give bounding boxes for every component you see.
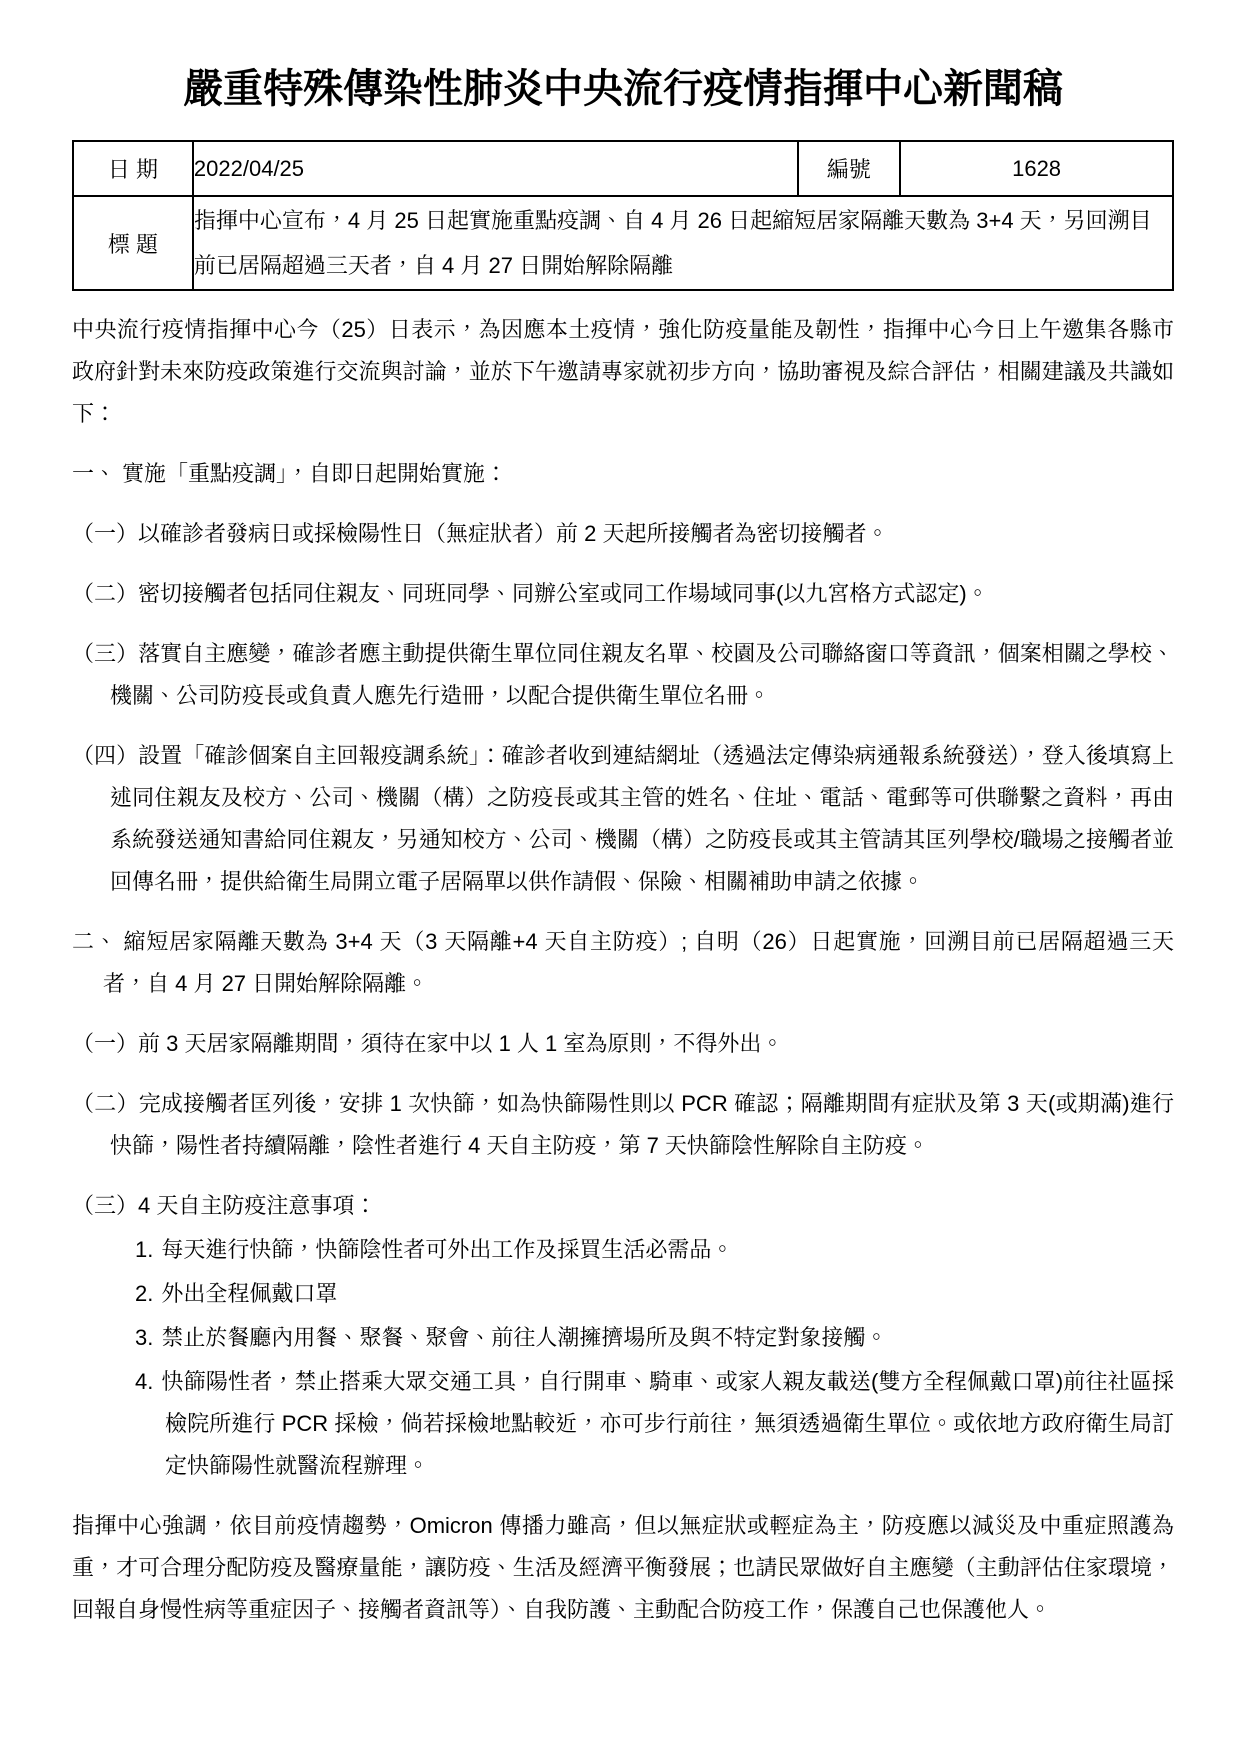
subject-value: 指揮中心宣布，4 月 25 日起實施重點疫調、自 4 月 26 日起縮短居家隔離天數為 3+4 天，另回溯目前已居隔超過三天者，自 4 月 27 日開始解除隔離 bbox=[193, 196, 1173, 290]
subject-label: 標 題 bbox=[73, 196, 193, 290]
item-text: 4 天自主防疫注意事項： bbox=[138, 1193, 377, 1218]
section-2-text: 縮短居家隔離天數為 3+4 天（3 天隔離+4 天自主防疫）; 自明（26）日起實施，回溯目前已居隔超過三天者，自 4 月 27 日開始解除隔離。 bbox=[103, 929, 1174, 996]
number-value: 1628 bbox=[900, 141, 1173, 196]
list-item-2 bbox=[135, 1273, 1174, 1315]
number-label: 編號 bbox=[798, 141, 900, 196]
section-1-marker: 一、 bbox=[72, 461, 117, 486]
list-item-4 bbox=[135, 1361, 1174, 1487]
list-item-text: 禁止於餐廳內用餐、聚餐、聚會、前往人潮擁擠場所及與不特定對象接觸。 bbox=[161, 1325, 888, 1350]
list-item-3 bbox=[135, 1317, 1174, 1359]
section-2-item-2 bbox=[72, 1083, 1174, 1167]
item-marker: （四） bbox=[72, 743, 139, 768]
item-marker: （一） bbox=[72, 1031, 139, 1056]
list-item-text: 快篩陽性者，禁止搭乘大眾交通工具，自行開車、騎車、或家人親友載送(雙方全程佩戴口罩)前往社區採檢院所進行 PCR 採檢，倘若採檢地點較近，亦可步行前往，無須透過衛生單位。或依地方政府衛生局訂定快篩陽性就醫流程辦理。 bbox=[161, 1369, 1174, 1478]
section-1-item-2 bbox=[72, 573, 1174, 615]
section-1-item-4 bbox=[72, 735, 1174, 903]
item-text: 以確診者發病日或採檢陽性日（無症狀者）前 2 天起所接觸者為密切接觸者。 bbox=[138, 521, 889, 546]
document-body bbox=[72, 309, 1174, 1631]
item-text: 設置「確診個案自主回報疫調系統」：確診者收到連結網址（透過法定傳染病通報系統發送），登入後填寫上述同住親友及校方、公司、機關（構）之防疫長或其主管的姓名、住址、電話、電郵等可供聯繫之資料，再由系統發送通知書給同住親友，另通知校方、公司、機關（構）之防疫長或其主管請其匡列學校/職場之接觸者並回傳名冊，提供給衛生局開立電子居隔單以供作請假、保險、相關補助申請之依據。 bbox=[110, 743, 1174, 894]
item-text: 落實自主應變，確診者應主動提供衛生單位同住親友名單、校園及公司聯絡窗口等資訊，個案相關之學校、機關、公司防疫長或負責人應先行造冊，以配合提供衛生單位名冊。 bbox=[110, 641, 1174, 708]
page-title: 嚴重特殊傳染性肺炎中央流行疫情指揮中心新聞稿 bbox=[183, 67, 1063, 111]
list-item-marker: 1. bbox=[135, 1237, 154, 1262]
section-2-marker: 二、 bbox=[72, 929, 118, 954]
item-marker: （一） bbox=[72, 521, 139, 546]
item-marker: （二） bbox=[72, 581, 139, 606]
date-label: 日 期 bbox=[73, 141, 193, 196]
list-item-text: 外出全程佩戴口罩 bbox=[161, 1281, 338, 1306]
meta-row-date bbox=[73, 141, 1173, 196]
meta-row-subject bbox=[73, 196, 1173, 290]
list-item-marker: 4. bbox=[135, 1369, 154, 1394]
section-2-item-3 bbox=[72, 1185, 1174, 1227]
section-1-item-3 bbox=[72, 633, 1174, 717]
item-marker: （三） bbox=[72, 641, 139, 666]
list-item-marker: 2. bbox=[135, 1281, 154, 1306]
list-item-text: 每天進行快篩，快篩陰性者可外出工作及採買生活必需品。 bbox=[161, 1237, 734, 1262]
section-1-text: 實施「重點疫調」，自即日起開始實施： bbox=[122, 461, 508, 486]
list-item-1 bbox=[135, 1229, 1174, 1271]
item-marker: （三） bbox=[72, 1193, 139, 1218]
section-1-item-1 bbox=[72, 513, 1174, 555]
item-text: 前 3 天居家隔離期間，須待在家中以 1 人 1 室為原則，不得外出。 bbox=[138, 1031, 784, 1056]
section-2-heading bbox=[72, 921, 1174, 1005]
section-1-heading bbox=[72, 453, 1174, 495]
item-marker: （二） bbox=[72, 1091, 139, 1116]
date-value: 2022/04/25 bbox=[193, 141, 798, 196]
self-health-management-list bbox=[72, 1229, 1174, 1487]
item-text: 完成接觸者匡列後，安排 1 次快篩，如為快篩陽性則以 PCR 確認；隔離期間有症狀及第 3 天(或期滿)進行快篩，陽性者持續隔離，陰性者進行 4 天自主防疫，第 7 天快篩陰性解除自主防疫。 bbox=[110, 1091, 1174, 1158]
section-2-item-1 bbox=[72, 1023, 1174, 1065]
intro-paragraph: 中央流行疫情指揮中心今（25）日表示，為因應本土疫情，強化防疫量能及韌性，指揮中心今日上午邀集各縣市政府針對未來防疫政策進行交流與討論，並於下午邀請專家就初步方向，協助審視及綜合評估，相關建議及共識如下： bbox=[72, 317, 1174, 426]
closing-paragraph: 指揮中心強調，依目前疫情趨勢，Omicron 傳播力雖高，但以無症狀或輕症為主，防疫應以減災及中重症照護為重，才可合理分配防疫及醫療量能，讓防疫、生活及經濟平衡發展；也請民眾做好自主應變（主動評估住家環境，回報自身慢性病等重症因子、接觸者資訊等）、自我防護、主動配合防疫工作，保護自己也保護他人。 bbox=[72, 1513, 1174, 1622]
list-item-marker: 3. bbox=[135, 1325, 154, 1350]
meta-table bbox=[72, 140, 1174, 291]
item-text: 密切接觸者包括同住親友、同班同學、同辦公室或同工作場域同事(以九宮格方式認定)。 bbox=[138, 581, 989, 606]
